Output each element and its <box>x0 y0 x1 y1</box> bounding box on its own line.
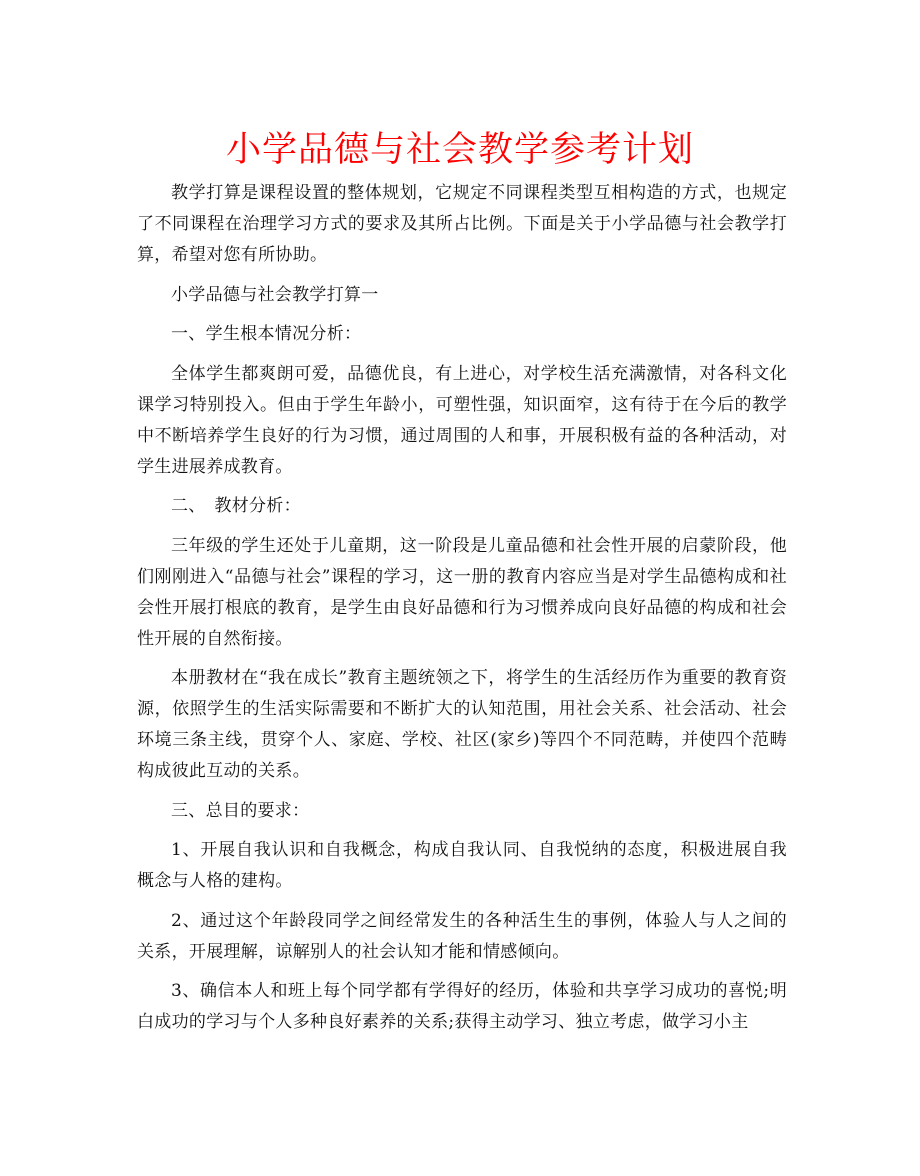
document-body <box>137 178 787 1047</box>
paragraph-intro: 教学打算是课程设置的整体规划，它规定不同课程类型互相构造的方式，也规定了不同课程在治理学习方式的要求及其所占比例。下面是关于小学品德与社会教学打算，希望对您有所协助。 <box>137 183 787 265</box>
paragraph-textbook-analysis: 三年级的学生还处于儿童期，这一阶段是儿童品德和社会性开展的启蒙阶段，他们刚刚进入“品德与社会”课程的学习，这一册的教育内容应当是对学生品德构成和社会性开展打根底的教育，是学生由良好品德和行为习惯养成向良好品德的构成和社会性开展的自然衔接。 <box>137 535 787 649</box>
paragraph-goal-3: 3、确信本人和班上每个同学都有学得好的经历，体验和共享学习成功的喜悦;明白成功的学习与个人多种良好素养的关系;获得主动学习、独立考虑，做学习小主 <box>137 981 787 1032</box>
paragraph-goal-2: 2、通过这个年龄段同学之间经常发生的各种活生生的事例，体验人与人之间的关系，开展理解，谅解别人的社会认知才能和情感倾向。 <box>137 910 787 962</box>
paragraph-section-one-heading: 一、学生根本情况分析： <box>171 324 362 344</box>
paragraph-section-three-heading: 三、总目的要求： <box>171 800 310 821</box>
paragraph-textbook-theme: 本册教材在“我在成长”教育主题统领之下，将学生的生活经历作为重要的教育资源，依照学生的生活实际需要和不断扩大的认知范围，用社会关系、社会活动、社会环境三条主线，贯穿个人、家庭、学校、社区(家乡)等四个不同范畴，并使四个范畴构成彼此互动的关系。 <box>137 668 787 781</box>
paragraph-section-two-heading: 二、 教材分析： <box>171 496 301 516</box>
paragraph-goal-1: 1、开展自我认识和自我概念，构成自我认同、自我悦纳的态度，积极进展自我概念与人格的建构。 <box>137 840 787 891</box>
paragraph-plan-one-heading: 小学品德与社会教学打算一 <box>171 284 379 305</box>
document-title: 小学品德与社会教学参考计划 <box>225 130 694 170</box>
paragraph-student-analysis: 全体学生都爽朗可爱，品德优良，有上进心，对学校生活充满激情，对各科文化课学习特别投入。但由于学生年龄小，可塑性强，知识面窄，这有待于在今后的教学中不断培养学生良好的行为习惯，通过周围的人和事，开展积极有益的各种活动，对学生进展养成教育。 <box>137 363 787 477</box>
